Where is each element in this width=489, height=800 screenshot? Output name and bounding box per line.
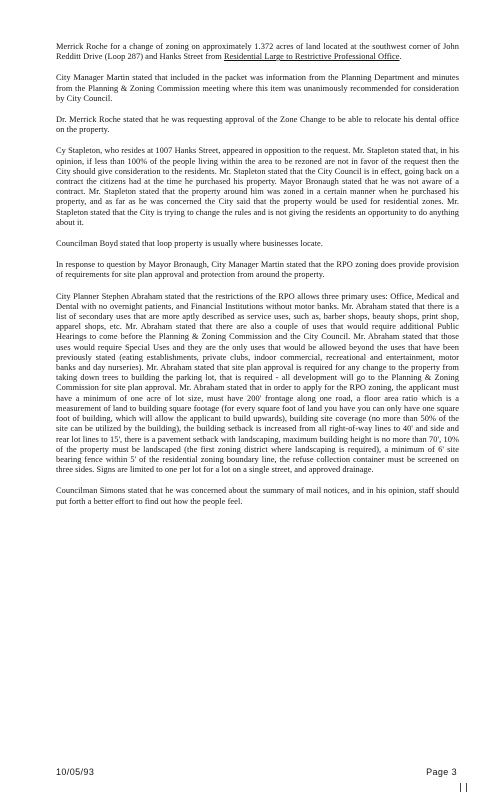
paragraph-stapleton: Cy Stapleton, who resides at 1007 Hanks Street, appeared in opposition to the request. Mr. Stapleton stated that, in his opinion, if less than 100% of the people living within the area to be rezoned are not in favor of the request then the City should give consideration to the residents. Mr. Stapleton stated that the City Council is in effect, going back on a contract the citizens had at the time he purchased his property. Mayor Bronaugh stated that he was not aware of a contract. Mr. Stapleton stated that the property around him was zoned in a certain manner when he purchased his property, and as far as he was concerned the City said that the property would be used for residential zones. Mr. Stapleton stated that the City is trying to change the rules and is not giving the residents an opportunity to do anything about it. — [56, 146, 459, 227]
minutes-body — [56, 42, 459, 518]
paragraph-martin-response: In response to question by Mayor Bronaugh, City Manager Martin stated that the RPO zoning does provide provision of requirements for site plan approval and protection from around the property. — [56, 260, 459, 280]
footer-date: 10/05/93 — [56, 767, 95, 777]
paragraph-zoning-request — [56, 42, 459, 62]
paragraph-tail-text: . — [399, 52, 402, 62]
paragraph-city-manager: City Manager Martin stated that included in the packet was information from the Planning Department and minutes from the Planning & Zoning Commission meeting where this item was unanimously recommended for consideration by City Council. — [56, 73, 459, 103]
paragraph-roche: Dr. Merrick Roche stated that he was requesting approval of the Zone Change to be able to relocate his dental office on the property. — [56, 115, 459, 135]
scan-artifact-mark — [460, 783, 467, 792]
paragraph-lead-text: Merrick Roche for a change of zoning on approximately 1.372 acres of land located at the southwest corner of John Redditt Drive (Loop 287) and Hanks Street from — [56, 42, 459, 62]
paragraph-boyd: Councilman Boyd stated that loop property is usually where businesses locate. — [56, 239, 323, 249]
paragraph-simons: Councilman Simons stated that he was concerned about the summary of mail notices, and in his opinion, staff should put forth a better effort to find out how the people feel. — [56, 486, 459, 506]
paragraph-abraham: City Planner Stephen Abraham stated that the restrictions of the RPO allows three primary uses: Office, Medical and Dental with no overnight patients, and Financial Institutions without motor banks. Mr. Abraham stated that there is a list of secondary uses that are more aptly described as service uses, such as, barber shops, beauty shops, print shop, apparel shops, etc. Mr. Abraham stated that there are also a couple of uses that would require additional Public Hearings to come before the Planning & Zoning Commission and the City Council. Mr. Abraham stated that those uses would require Special Uses and they are the only uses that would be allowed beyond the uses that have been previously stated (eating establishments, private clubs, indoor commercial, recreational and entertainment, motor banks and day nurseries). Mr. Abraham stated that site plan approval is required for any change to the property from taking down trees to building the parking lot, that is required - all development will go to the Planning & Zoning Commission for site plan approval. Mr. Abraham stated that in order to apply for the RPO zoning, the applicant must have a minimum of one acre of lot size, must have 200' frontage along one road, a floor area ratio which is a measurement of land to building square footage (for every square foot of land you have you can only have one square foot of building, which will allow the applicant to build upwards), building site coverage (no more than 50% of the site can be utilized by the building), the building setback is increased from all right-of-way lines to 40' and side and rear lot lines to 15', there is a pavement setback with landscaping, maximum building height is no more than 70', 10% of the property must be landscaped (the first zoning district where landscaping is required), a minimum of 6' site bearing fence within 5' of the residential zoning boundary line, the refuse collection container must be screened on three sides. Signs are limited to one per lot for a lot on a single street, and approved drainage. — [56, 291, 459, 475]
zoning-change-underlined: Residential Large to Restrictive Professional Office — [223, 52, 400, 62]
footer-page-number: Page 3 — [426, 767, 457, 777]
